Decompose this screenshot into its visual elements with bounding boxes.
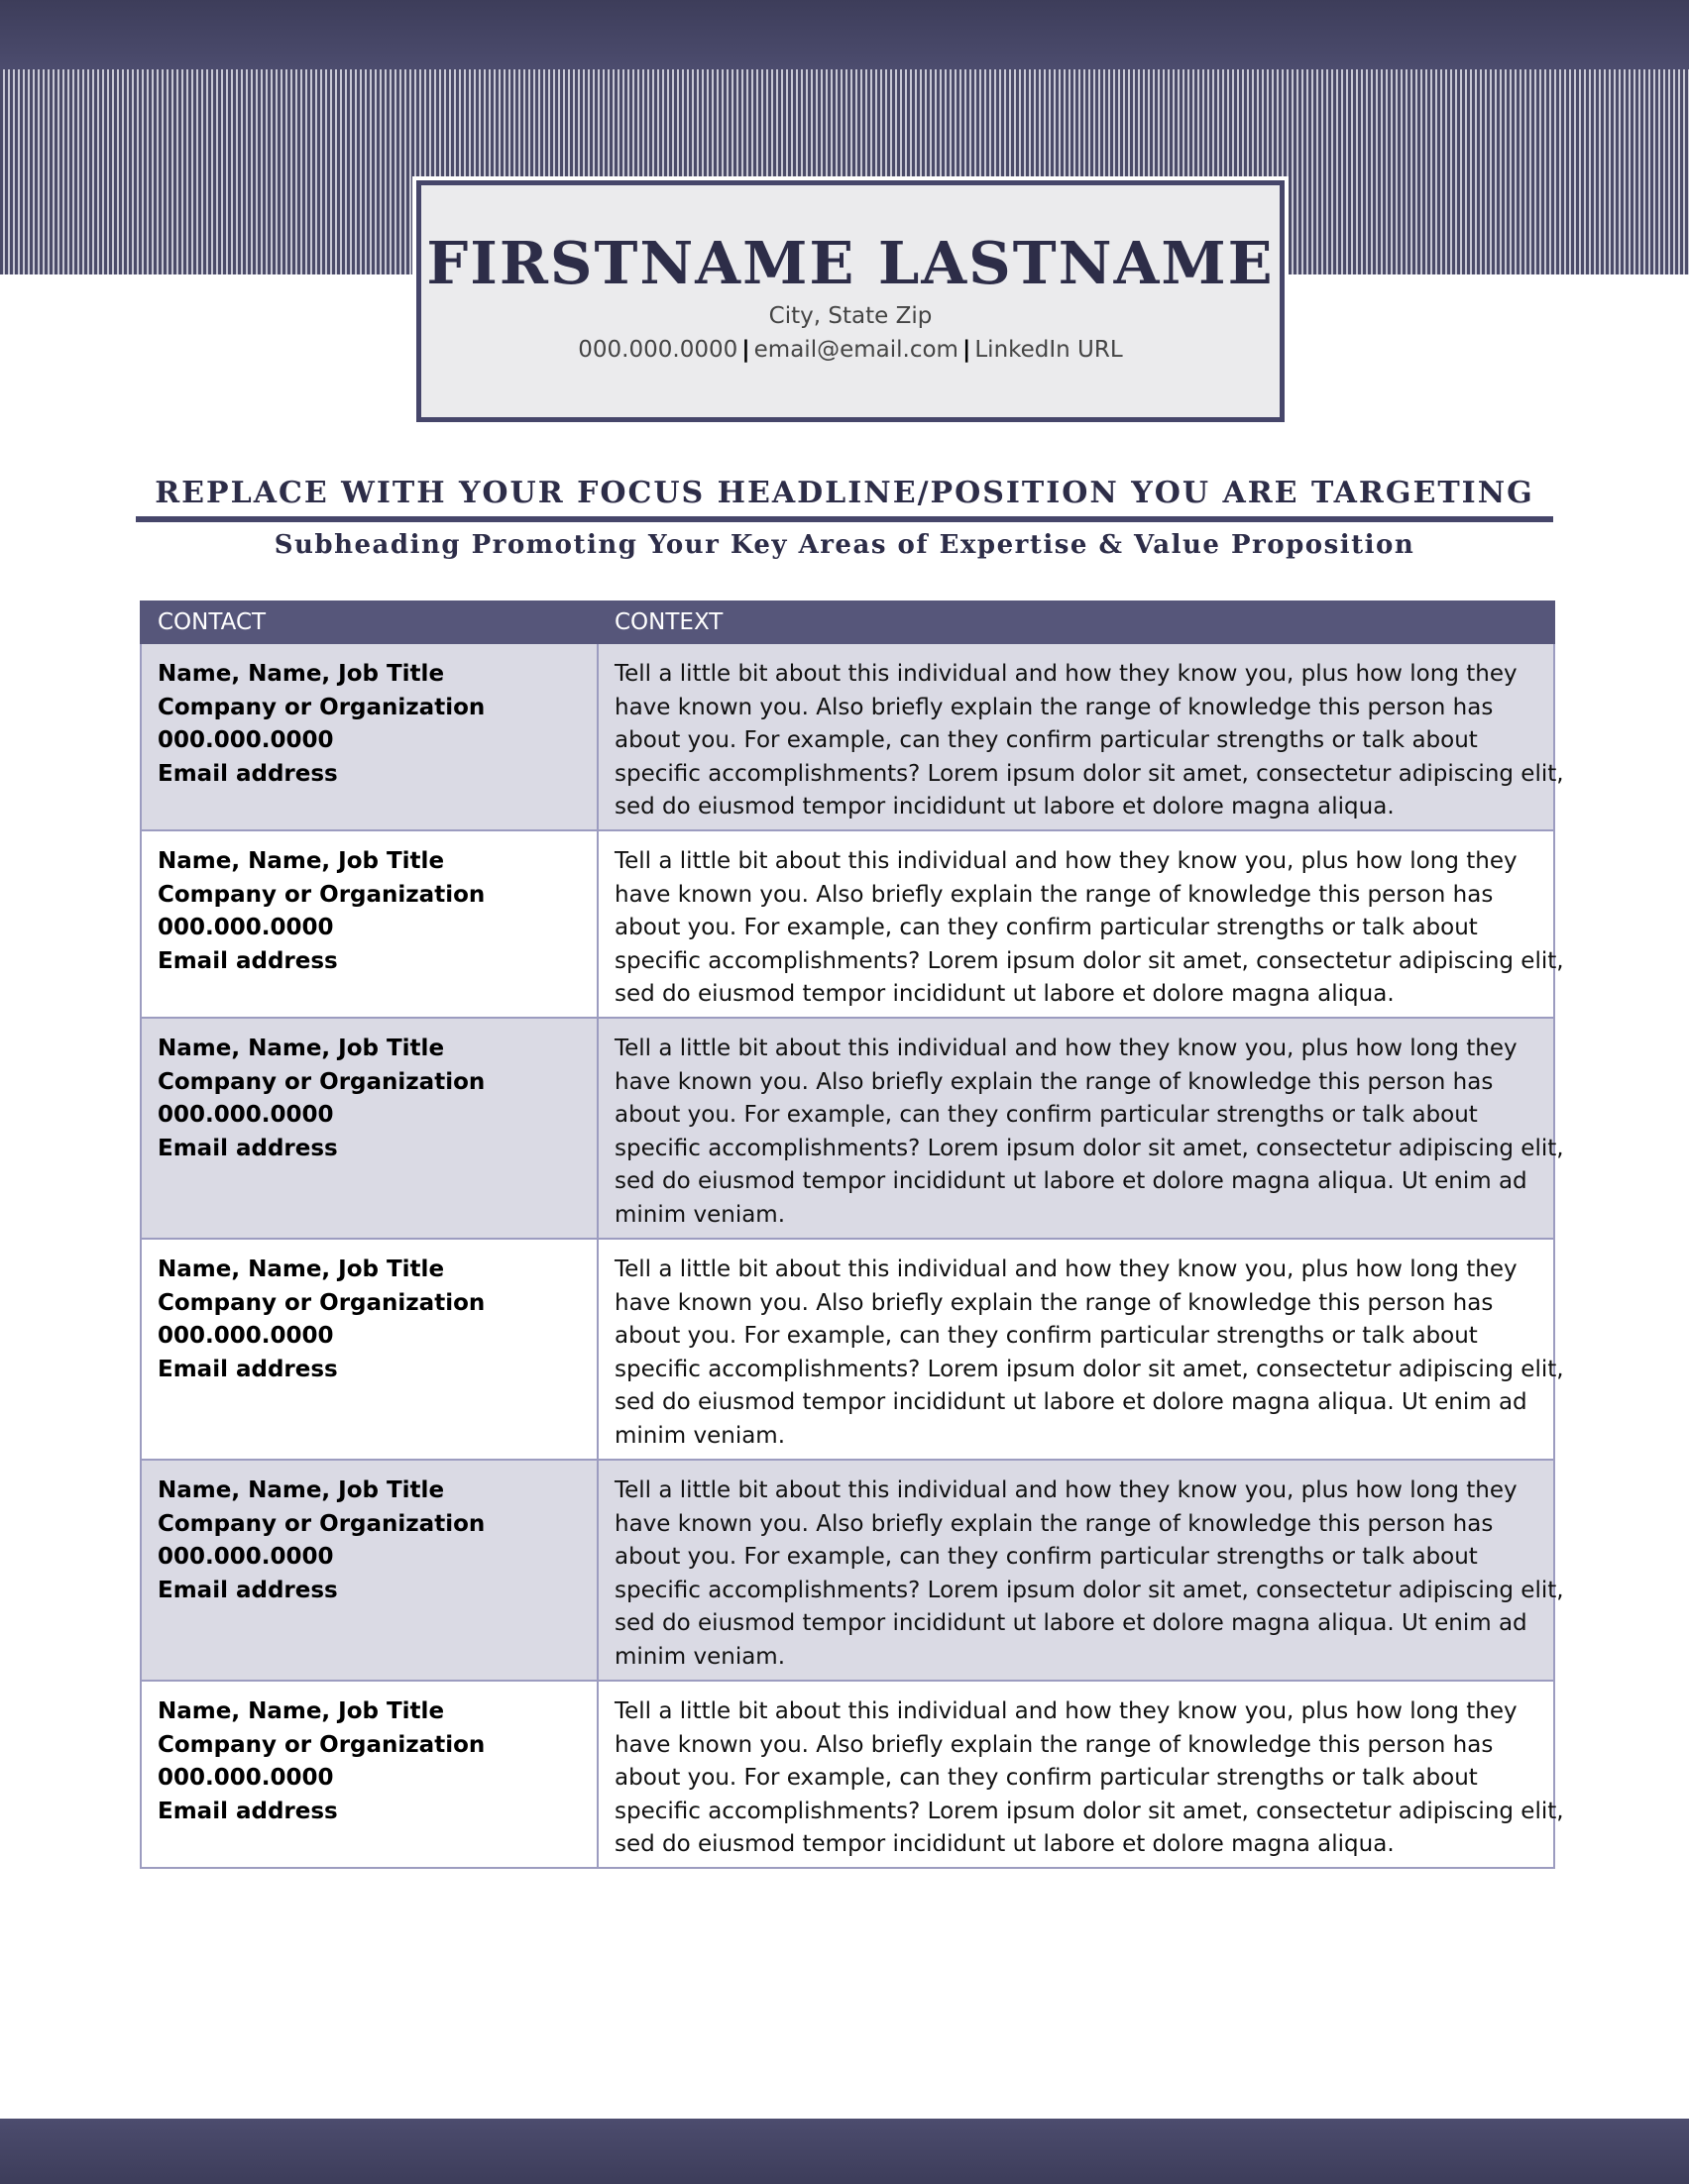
- context-line: sed do eiusmod tempor incididunt ut labore et dolore magna aliqua. Ut enim ad: [615, 1168, 1527, 1195]
- contact-line: Name, Name, Job Title: [158, 661, 445, 687]
- location-line: [421, 299, 1280, 333]
- context-line: have known you. Also briefly explain the range of knowledge this person has: [615, 1068, 1494, 1095]
- context-line: specific accomplishments? Lorem ipsum dolor sit amet, consectetur adipiscing elit,: [615, 1135, 1564, 1161]
- contact-line: Name, Name, Job Title: [158, 1036, 445, 1061]
- contact-line: Name, Name, Job Title: [158, 848, 445, 874]
- context-line: minim veniam.: [615, 1643, 786, 1670]
- location: City, State Zip: [768, 303, 933, 329]
- context-line: have known you. Also briefly explain the range of knowledge this person has: [615, 1731, 1494, 1758]
- context-cell: [598, 1018, 1564, 1239]
- subheading: Subheading Promoting Your Key Areas of Expertise & Value Proposition: [274, 530, 1415, 560]
- context-line: Tell a little bit about this individual and how they know you, plus how long they: [615, 1036, 1518, 1061]
- context-line: about you. For example, can they confirm particular strengths or talk about: [615, 915, 1478, 941]
- references-table: [140, 601, 1564, 1869]
- context-line: have known you. Also briefly explain the range of knowledge this person has: [615, 1510, 1494, 1537]
- context-line: about you. For example, can they confirm particular strengths or talk about: [615, 1544, 1478, 1571]
- contact-line: Name, Name, Job Title: [158, 1256, 445, 1282]
- contact-info-line: [421, 333, 1280, 367]
- contact-line: Company or Organization: [158, 881, 486, 908]
- context-line: sed do eiusmod tempor incididunt ut labore et dolore magna aliqua.: [615, 794, 1395, 820]
- header-band-top: [0, 0, 1689, 69]
- contact-line: Company or Organization: [158, 1510, 486, 1537]
- separator: |: [741, 337, 750, 363]
- phone: 000.000.0000: [578, 337, 738, 363]
- context-line: about you. For example, can they confirm particular strengths or talk about: [615, 727, 1478, 754]
- contact-line: Email address: [158, 760, 338, 787]
- context-cell: [598, 1239, 1564, 1460]
- table-row: [141, 1460, 1554, 1681]
- context-line: sed do eiusmod tempor incididunt ut labore et dolore magna aliqua. Ut enim ad: [615, 1389, 1527, 1416]
- context-line: have known you. Also briefly explain the range of knowledge this person has: [615, 694, 1494, 720]
- context-line: about you. For example, can they confirm particular strengths or talk about: [615, 1323, 1478, 1350]
- context-line: Tell a little bit about this individual and how they know you, plus how long they: [615, 1698, 1518, 1724]
- context-line: Tell a little bit about this individual and how they know you, plus how long they: [615, 848, 1518, 874]
- contact-line: Email address: [158, 1356, 338, 1382]
- context-line: specific accomplishments? Lorem ipsum dolor sit amet, consectetur adipiscing elit,: [615, 947, 1564, 974]
- context-line: sed do eiusmod tempor incididunt ut labore et dolore magna aliqua. Ut enim ad: [615, 1610, 1527, 1637]
- linkedin-url: LinkedIn URL: [974, 337, 1123, 363]
- context-line: sed do eiusmod tempor incididunt ut labore et dolore magna aliqua.: [615, 1831, 1395, 1858]
- contact-line: 000.000.0000: [158, 1765, 334, 1792]
- contact-line: 000.000.0000: [158, 1544, 334, 1571]
- table-row: [141, 1018, 1554, 1239]
- contact-cell: [141, 1018, 598, 1239]
- footer-band: [0, 2119, 1689, 2184]
- contact-line: Name, Name, Job Title: [158, 1698, 445, 1724]
- contact-cell: [141, 1239, 598, 1460]
- context-line: have known you. Also briefly explain the range of knowledge this person has: [615, 881, 1494, 908]
- context-line: Tell a little bit about this individual and how they know you, plus how long they: [615, 1256, 1518, 1282]
- separator: |: [961, 337, 971, 363]
- context-cell: [598, 830, 1564, 1018]
- contact-line: Email address: [158, 1135, 338, 1161]
- context-line: specific accomplishments? Lorem ipsum dolor sit amet, consectetur adipiscing elit,: [615, 1577, 1564, 1603]
- context-line: specific accomplishments? Lorem ipsum dolor sit amet, consectetur adipiscing elit,: [615, 1798, 1564, 1824]
- context-line: minim veniam.: [615, 1422, 786, 1449]
- context-cell: [598, 643, 1564, 830]
- context-line: about you. For example, can they confirm particular strengths or talk about: [615, 1765, 1478, 1792]
- contact-line: Email address: [158, 1577, 338, 1603]
- context-line: sed do eiusmod tempor incididunt ut labore et dolore magna aliqua.: [615, 981, 1395, 1008]
- column-header-context: CONTEXT: [598, 601, 1554, 643]
- context-cell: [598, 1460, 1564, 1681]
- name-box: [416, 180, 1285, 422]
- contact-line: 000.000.0000: [158, 915, 334, 941]
- headline-divider: [136, 516, 1553, 522]
- contact-line: Company or Organization: [158, 1289, 486, 1316]
- contact-line: 000.000.0000: [158, 727, 334, 754]
- context-line: about you. For example, can they confirm particular strengths or talk about: [615, 1102, 1478, 1129]
- candidate-name: FIRSTNAME LASTNAME: [426, 229, 1275, 297]
- contact-cell: [141, 1460, 598, 1681]
- contact-line: Name, Name, Job Title: [158, 1477, 445, 1503]
- contact-cell: [141, 643, 598, 830]
- context-line: Tell a little bit about this individual and how they know you, plus how long they: [615, 1477, 1518, 1503]
- table-row: [141, 1239, 1554, 1460]
- contact-line: Email address: [158, 1798, 338, 1824]
- contact-line: 000.000.0000: [158, 1323, 334, 1350]
- context-line: Tell a little bit about this individual and how they know you, plus how long they: [615, 661, 1518, 687]
- context-cell: [598, 1681, 1564, 1868]
- focus-headline: REPLACE WITH YOUR FOCUS HEADLINE/POSITION YOU ARE TARGETING: [155, 476, 1534, 510]
- table-header-row: [141, 601, 1554, 643]
- contact-line: Email address: [158, 947, 338, 974]
- contact-line: Company or Organization: [158, 1731, 486, 1758]
- context-line: have known you. Also briefly explain the range of knowledge this person has: [615, 1289, 1494, 1316]
- column-header-contact: CONTACT: [141, 601, 598, 643]
- email: email@email.com: [753, 337, 958, 363]
- contact-line: Company or Organization: [158, 694, 486, 720]
- contact-line: 000.000.0000: [158, 1102, 334, 1129]
- contact-line: Company or Organization: [158, 1068, 486, 1095]
- context-line: minim veniam.: [615, 1201, 786, 1228]
- contact-cell: [141, 1681, 598, 1868]
- context-line: specific accomplishments? Lorem ipsum dolor sit amet, consectetur adipiscing elit,: [615, 760, 1564, 787]
- table-row: [141, 643, 1554, 830]
- table-row: [141, 1681, 1554, 1868]
- table-row: [141, 830, 1554, 1018]
- context-line: specific accomplishments? Lorem ipsum dolor sit amet, consectetur adipiscing elit,: [615, 1356, 1564, 1382]
- contact-cell: [141, 830, 598, 1018]
